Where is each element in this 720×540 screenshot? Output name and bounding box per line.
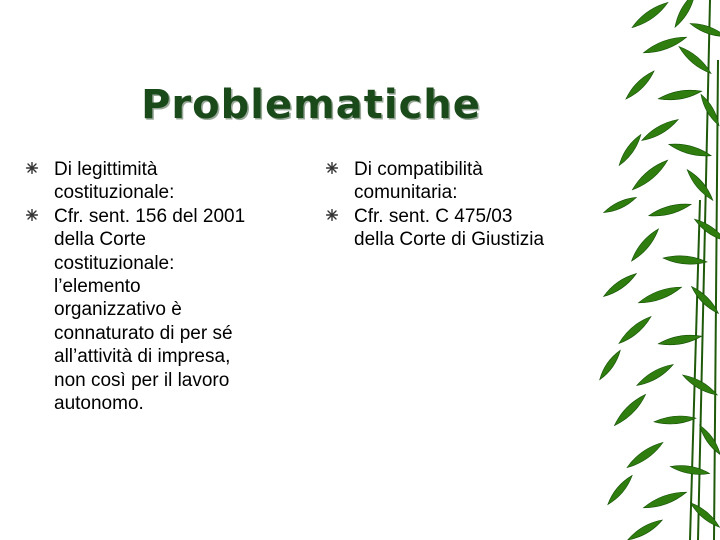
bamboo-leaf bbox=[642, 33, 688, 57]
bamboo-leaf bbox=[629, 226, 662, 263]
asterisk-bullet-icon bbox=[326, 162, 338, 174]
right-column bbox=[326, 158, 616, 252]
bamboo-leaf bbox=[625, 439, 666, 471]
bullet-item bbox=[326, 158, 616, 205]
bullet-text: Cfr. sent. 156 del 2001 della Corte costituzionale: l’elemento organizzativo è connaturato di per sé all’attività di impresa, non così per il lavoro autonomo. bbox=[54, 205, 246, 415]
bullet-text: Di compatibilità comunitaria: bbox=[354, 159, 483, 204]
bullet-text: Di legittimità costituzionale: bbox=[54, 159, 175, 204]
asterisk-bullet-icon bbox=[26, 162, 38, 174]
asterisk-bullet-icon bbox=[326, 209, 338, 221]
bamboo-leaf bbox=[642, 488, 688, 512]
bamboo-leaf bbox=[630, 157, 671, 193]
bamboo-leaf bbox=[597, 348, 623, 381]
bullet-item bbox=[326, 205, 616, 252]
bamboo-leaf bbox=[663, 254, 708, 266]
bamboo-leaf bbox=[602, 194, 637, 215]
bamboo-leaf bbox=[654, 414, 696, 425]
bamboo-leaf bbox=[605, 473, 635, 507]
bamboo-leaf bbox=[684, 167, 715, 202]
bamboo-leaves-border-icon bbox=[590, 0, 720, 540]
bamboo-leaf bbox=[640, 116, 680, 144]
slide-title: Problematiche bbox=[141, 82, 481, 128]
bamboo-leaf bbox=[623, 68, 656, 101]
bullet-item bbox=[26, 205, 316, 416]
bamboo-leaf bbox=[670, 463, 711, 477]
bamboo-leaf bbox=[630, 0, 671, 31]
bullet-text: Cfr. sent. C 475/03 della Corte di Giustizia bbox=[354, 205, 545, 251]
bamboo-leaf bbox=[681, 372, 719, 398]
bamboo-leaf bbox=[637, 283, 683, 307]
bamboo-leaf bbox=[616, 132, 643, 167]
bamboo-leaf bbox=[626, 517, 664, 540]
bamboo-leaf bbox=[616, 314, 653, 347]
bullet-item bbox=[26, 158, 316, 205]
bamboo-leaf bbox=[612, 392, 649, 429]
bamboo-leaf bbox=[648, 200, 693, 219]
bamboo-leaf bbox=[602, 271, 639, 300]
bamboo-leaf bbox=[635, 361, 675, 389]
bamboo-leaf bbox=[689, 20, 720, 39]
left-column bbox=[26, 158, 316, 415]
bamboo-leaf bbox=[658, 87, 703, 102]
asterisk-bullet-icon bbox=[26, 209, 38, 221]
